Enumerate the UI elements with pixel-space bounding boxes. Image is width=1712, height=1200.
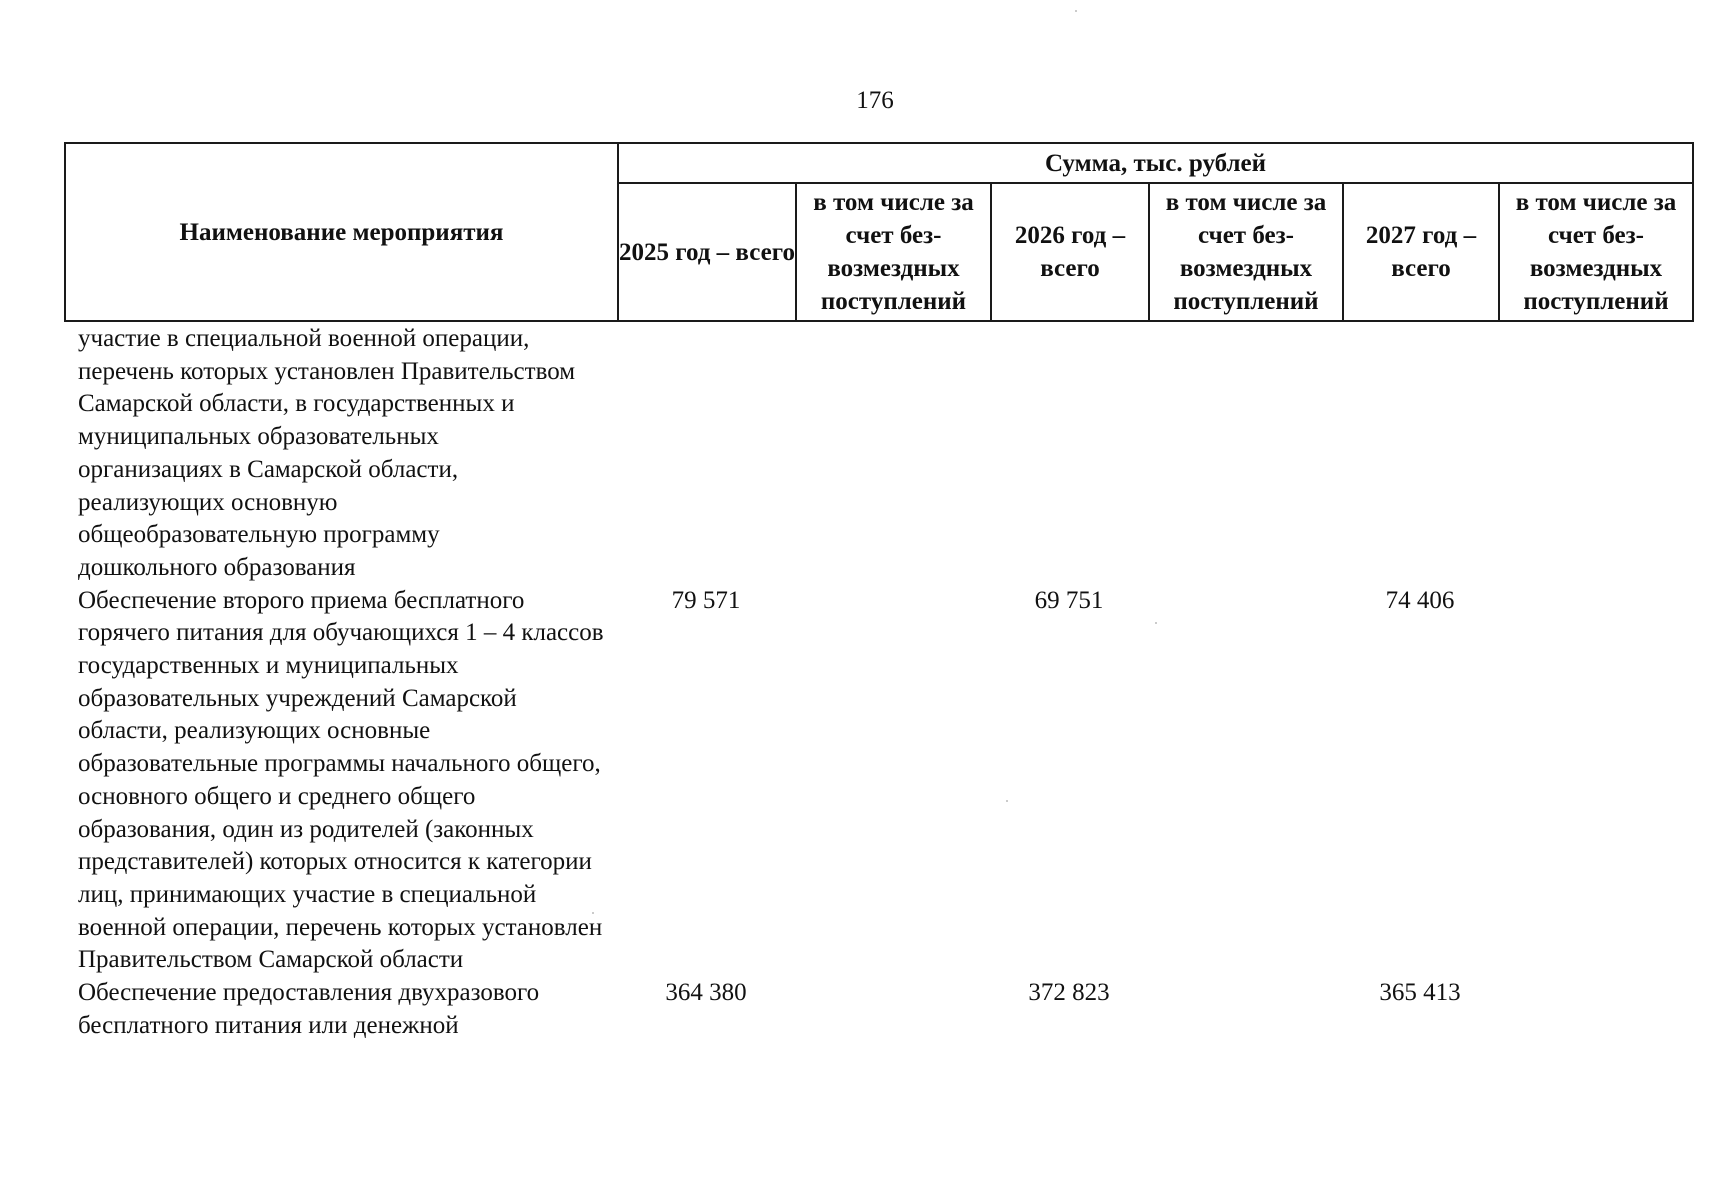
- row-name: участие в специальной военной операции, перечень которых установлен Правительством Самарской области, в государственных и муниципальных образовательных организациях в Самарской области, реализующих основную общеобразовательную программу дошкольного образования: [78, 325, 576, 581]
- header-2026-total: 2026 год – всего: [991, 183, 1149, 321]
- scan-speck: [592, 912, 594, 914]
- value-2025-gratuitous: [795, 977, 990, 1042]
- value-2026-total: 372 823: [1028, 979, 1110, 1007]
- value-2027-total: 365 413: [1379, 979, 1461, 1007]
- table-body: [64, 323, 1692, 1042]
- header-2027-gratuitous: в том числе за счет без-возмездных поступлений: [1499, 183, 1693, 321]
- header-name-column: Наименование мероприятия: [65, 143, 618, 321]
- header-2027-total: 2027 год – всего: [1343, 183, 1499, 321]
- row-name: Обеспечение предоставления двухразового бесплатного питания или денежной: [78, 979, 540, 1039]
- scan-speck: [1006, 800, 1008, 802]
- value-2026-gratuitous: [1148, 977, 1342, 1042]
- value-2026-total: [990, 323, 1148, 585]
- row-name: Обеспечение второго приема бесплатного горячего питания для обучающихся 1 – 4 классов государственных и муниципальных образовательных учреждений Самарской области, реализующих основные образовательные программы начального общего, основного общего и среднего общего образования, один из родителей (законных представителей) которых относится к категории лиц, принимающих участие в специальной военной операции, перечень которых установлен Правительством Самарской области: [78, 586, 604, 974]
- value-2026-gratuitous: [1148, 585, 1342, 977]
- header-2025-gratuitous: в том числе за счет без-возмездных поступлений: [796, 183, 991, 321]
- page-number: 176: [856, 87, 894, 114]
- value-2025-total: 364 380: [665, 979, 747, 1007]
- scan-speck: [1075, 10, 1077, 12]
- header-2025-total: 2025 год – всего: [618, 183, 796, 321]
- value-2025-total: [617, 323, 795, 585]
- value-2025-gratuitous: [795, 585, 990, 977]
- value-2027-gratuitous: [1498, 977, 1692, 1042]
- header-2026-gratuitous: в том числе за счет без-возмездных поступлений: [1149, 183, 1343, 321]
- value-2026-gratuitous: [1148, 323, 1342, 585]
- value-2027-total: [1342, 323, 1498, 585]
- table-header: [64, 142, 1694, 322]
- value-2025-total: 79 571: [671, 586, 741, 614]
- value-2027-gratuitous: [1498, 585, 1692, 977]
- value-2026-total: 69 751: [1034, 586, 1104, 614]
- header-sum-title: Сумма, тыс. рублей: [618, 143, 1693, 183]
- scan-speck: [1155, 622, 1157, 624]
- value-2027-gratuitous: [1498, 323, 1692, 585]
- value-2025-gratuitous: [795, 323, 990, 585]
- value-2027-total: 74 406: [1385, 586, 1455, 614]
